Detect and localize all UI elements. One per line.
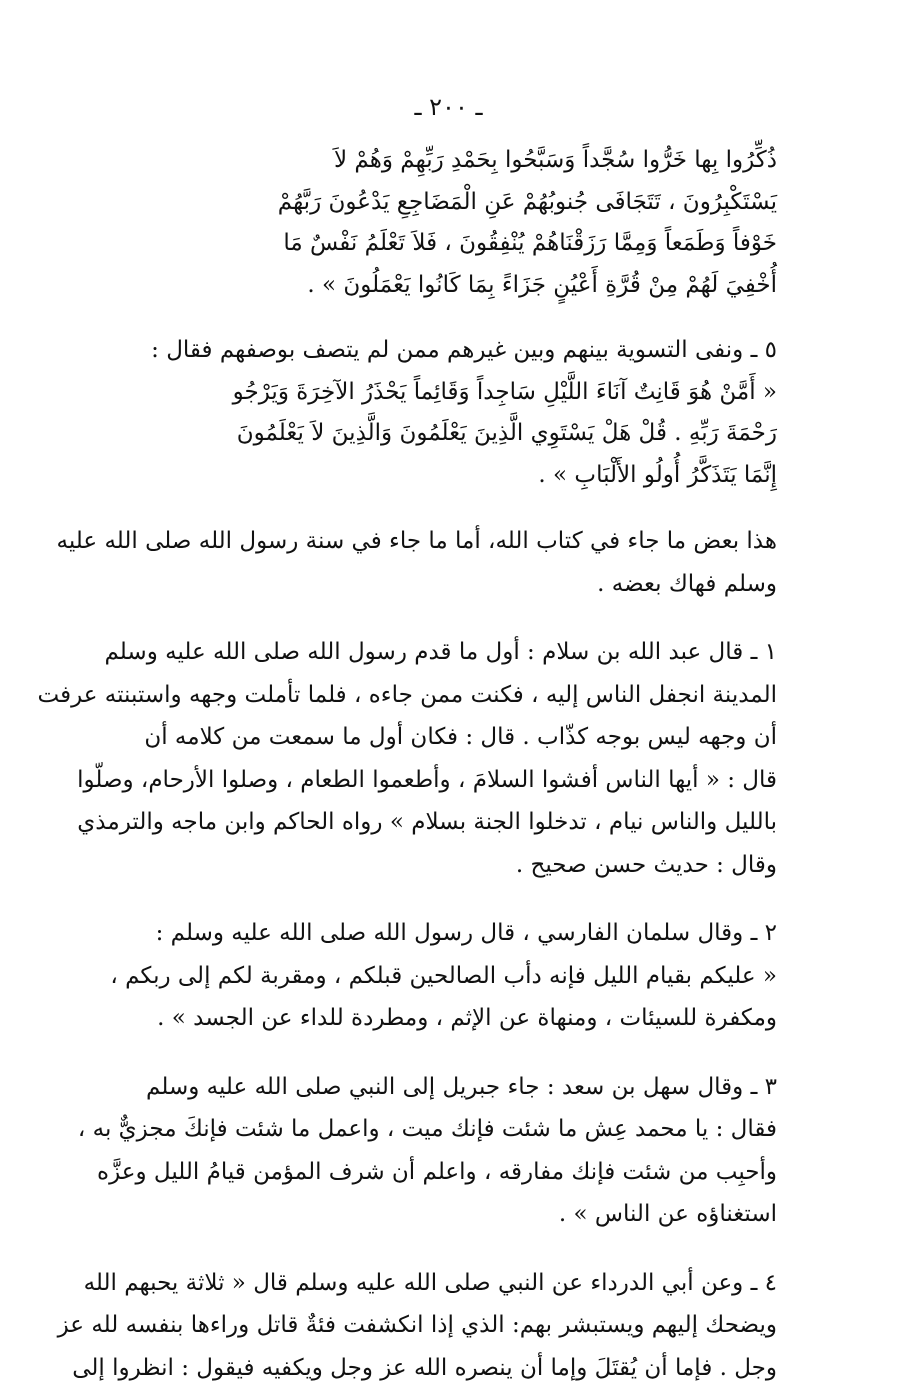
hadith-paragraph-1 [37, 631, 777, 886]
text-line: فقال : يا محمد عِش ما شئت فإنك ميت ، واعمل ما شئت فإنكَ مجزيٌّ به ، [77, 1116, 777, 1142]
text-line: أُخْفِيَ لَهُمْ مِنْ قُرَّةِ أَعْيُنٍ جَزَاءً بِمَا كَانُوا يَعْمَلُونَ » . [307, 271, 777, 298]
text-line: ٥ ـ ونفى التسوية بينهم وبين غيرهم ممن لم يتصف بوصفهم فقال : [151, 337, 777, 363]
intro-paragraph [56, 520, 777, 605]
text-line: ١ ـ قال عبد الله بن سلام : أول ما قدم رسول الله صلى الله عليه وسلم [104, 639, 777, 665]
text-line: أن وجهه ليس بوجه كذّاب . قال : فكان أول ما سمعت من كلامه أن [144, 724, 777, 750]
hadith-paragraph-2 [110, 912, 777, 1040]
text-line: ٢ ـ وقال سلمان الفارسي ، قال رسول الله صلى الله عليه وسلم : [155, 920, 777, 946]
text-line: وأحبِب من شئت فإنك مفارقه ، واعلم أن شرف المؤمن قيامُ الليل وعزَّه [97, 1158, 777, 1185]
page-number: ـ ٢٠٠ ـ [414, 93, 483, 121]
quran-verse-paragraph-1 [120, 140, 777, 306]
text-line: استغناؤه عن الناس » . [558, 1201, 777, 1227]
text-line: قال : « أيها الناس أفشوا السلامَ ، وأطعموا الطعام ، وصلوا الأرحام، وصلّوا [77, 766, 777, 793]
text-line: هذا بعض ما جاء في كتاب الله، أما ما جاء في سنة رسول الله صلى الله عليه [56, 528, 777, 554]
text-line: المدينة انجفل الناس إليه ، فكنت ممن جاءه ، فلما تأملت وجهه واستبنته عرفت [37, 681, 777, 708]
text-line: وسلم فهاك بعضه . [597, 570, 777, 597]
text-line: ومكفرة للسيئات ، ومنهاة عن الإثم ، ومطردة للداء عن الجسد » . [157, 1005, 777, 1031]
text-line: إِنَّمَا يَتَذَكَّرُ أُولُو الأَلْبَابِ » . [538, 461, 777, 488]
text-line: خَوْفاً وَطَمَعاً وَمِمَّا رَزَقْنَاهُمْ يُنْفِقُونَ ، فَلاَ تَعْلَمُ نَفْسٌ مَا [283, 230, 777, 256]
text-line: ٣ ـ وقال سهل بن سعد : جاء جبريل إلى النبي صلى الله عليه وسلم [146, 1073, 777, 1100]
text-line: بالليل والناس نيام ، تدخلوا الجنة بسلام » رواه الحاكم وابن ماجه والترمذي [77, 809, 777, 835]
text-line: « أَمَّنْ هُوَ قَانِتٌ آنَاءَ اللَّيْلِ سَاجِداً وَقَائِماً يَحْذَرُ الآخِرَةَ وَيَرْجُو [232, 378, 777, 405]
hadith-paragraph-4 [57, 1262, 777, 1390]
text-line: ويضحك إليهم ويستبشر بهم: الذي إذا انكشفت فئةٌ قاتل وراءها بنفسه لله عز [57, 1312, 777, 1338]
hadith-paragraph-3 [77, 1066, 777, 1236]
text-line: « عليكم بقيام الليل فإنه دأب الصالحين قبلكم ، ومقربة لكم إلى ربكم ، [110, 962, 777, 989]
quran-verse-paragraph-2 [120, 330, 777, 496]
text-line: وجل . فإما أن يُقتَلَ وإما أن ينصره الله عز وجل ويكفيه فيقول : انظروا إلى [72, 1354, 777, 1381]
text-line: رَحْمَةَ رَبِّهِ . قُلْ هَلْ يَسْتَوِي الَّذِينَ يَعْلَمُونَ وَالَّذِينَ لاَ يَعْلَمُونَ [236, 420, 777, 446]
text-line: وقال : حديث حسن صحيح . [515, 851, 777, 878]
text-line: ذُكِّرُوا بِها خَرُّوا سُجَّداً وَسَبَّحُوا بِحَمْدِ رَبِّهِمْ وَهُمْ لاَ [334, 147, 777, 173]
text-line: ٤ ـ وعن أبي الدرداء عن النبي صلى الله عليه وسلم قال « ثلاثة يحبهم الله [83, 1269, 777, 1296]
text-line: يَسْتَكْبِرُونَ ، تَتَجَافَى جُنوبُهُمْ عَنِ الْمَضَاجِعِ يَدْعُونَ رَبَّهُمْ [277, 188, 777, 215]
